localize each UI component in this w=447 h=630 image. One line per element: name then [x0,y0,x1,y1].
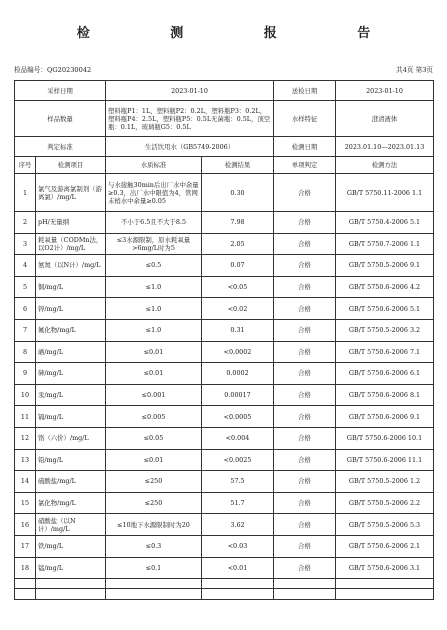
cell-result: <0.01 [202,557,274,579]
standard-row [15,137,434,157]
cell-no: 11 [15,406,36,428]
cell-no: 1 [15,174,36,212]
cell-result: <0.02 [202,298,274,320]
cell-method: GB/T 5750.5-2006 2.2 [336,492,434,514]
table-row [15,514,434,536]
header-judge: 单项判定 [274,157,336,174]
cell-item: 锰/mg/L [36,557,106,579]
table-row [15,471,434,493]
cell-no: 4 [15,255,36,277]
cell-std: ≤0.01 [106,363,202,385]
cell-judge: 合格 [274,557,336,579]
cell-result: 0.00017 [202,384,274,406]
cell-item: 铜/mg/L [36,276,106,298]
cell-std: ≤1.0 [106,298,202,320]
cell-no: 13 [15,449,36,471]
cell-no: 3 [15,233,36,255]
cell-judge: 合格 [274,514,336,536]
cell-item: 氯化物/mg/L [36,492,106,514]
table-row [15,319,434,341]
empty-cell [274,579,336,600]
cell-judge: 合格 [274,406,336,428]
cell-result: <0.0025 [202,449,274,471]
cell-item: 氯气及游离氯制剂（游离氯）/mg/L [36,174,106,212]
cell-method: GB/T 5750.6-2006 9.1 [336,406,434,428]
cell-std: ≤1.0 [106,276,202,298]
cell-no: 17 [15,535,36,557]
cell-judge: 合格 [274,363,336,385]
cell-judge: 合格 [274,255,336,277]
header-standard: 水质标准 [106,157,202,174]
cell-judge: 合格 [274,319,336,341]
cell-std: 不小于6.5且不大于8.5 [106,212,202,234]
cell-result: 51.7 [202,492,274,514]
cell-result: <0.05 [202,276,274,298]
cell-judge: 合格 [274,471,336,493]
cell-method: GB/T 5750.5-2006 5.3 [336,514,434,536]
test-date-label: 检测日期 [274,137,336,157]
test-date-value: 2023.01.10—2023.01.13 [336,137,434,157]
report-title: 检 测 报 告 [76,26,409,41]
cell-method: GB/T 5750.11-2006 1.1 [336,174,434,212]
cell-judge: 合格 [274,384,336,406]
table-row [15,449,434,471]
cell-result: 0.0002 [202,363,274,385]
table-row [15,535,434,557]
cell-result: 0.07 [202,255,274,277]
table-row [15,406,434,428]
water-feature-value: 澄清液体 [336,101,434,137]
table-row [15,298,434,320]
sampling-date-row [15,81,434,101]
standard-label: 判定标准 [15,137,106,157]
cell-judge: 合格 [274,492,336,514]
cell-judge: 合格 [274,427,336,449]
cell-std: ≤0.3 [106,535,202,557]
cell-item: 氟化物/mg/L [36,319,106,341]
cell-std: ≤3水源限制，原水耗氧量>6mg/L时为5 [106,233,202,255]
cell-item: pH/无量纲 [36,212,106,234]
table-row [15,341,434,363]
header-no: 序号 [15,157,36,174]
empty-cell [202,579,274,600]
cell-item: 耗氧量（CODMn法，以O2计）/mg/L [36,233,106,255]
table-row [15,233,434,255]
cell-no: 8 [15,341,36,363]
cell-method: GB/T 5750.4-2006 5.1 [336,212,434,234]
cell-std: ≤0.01 [106,341,202,363]
cell-item: 铅/mg/L [36,449,106,471]
cell-method: GB/T 5750.6-2006 4.2 [336,276,434,298]
cell-no: 9 [15,363,36,385]
cell-std: ≤10地下水源限制时为20 [106,514,202,536]
header-item: 检测项目 [36,157,106,174]
cell-result: 57.5 [202,471,274,493]
cell-judge: 合格 [274,535,336,557]
page-indicator: 共4页 第3页 [396,66,433,74]
table-row [15,427,434,449]
cell-judge: 合格 [274,212,336,234]
cell-no: 14 [15,471,36,493]
submit-date-label: 送检日期 [274,81,336,101]
cell-result: 0.30 [202,174,274,212]
header-result: 检测结果 [202,157,274,174]
cell-std: ≤0.5 [106,255,202,277]
report-meta [14,64,433,78]
cell-std: ≤0.001 [106,384,202,406]
sampling-date-label: 采样日期 [15,81,106,101]
table-row [15,212,434,234]
cell-method: GB/T 5750.5-2006 1.2 [336,471,434,493]
cell-method: GB/T 5750.5-2006 3.2 [336,319,434,341]
cell-item: 硫酸盐/mg/L [36,471,106,493]
sample-qty-value: 塑料瓶P1：1L，塑料瓶P2：0.2L，塑料瓶P3：0.2L，塑料瓶P4：2.5L，塑料瓶P5：0.5L无菌瓶：0.5L，顶空瓶：0.1L，玻璃瓶G5：0.5L [106,101,274,137]
cell-result: 0.31 [202,319,274,341]
sample-number [14,64,91,74]
sample-qty-row [15,101,434,137]
sample-number-label: 检品编号： [14,66,47,74]
empty-cell [106,579,202,600]
cell-judge: 合格 [274,298,336,320]
cell-item: 铬（六价）/mg/L [36,427,106,449]
cell-no: 12 [15,427,36,449]
table-bottom-rule [14,588,433,589]
cell-no: 10 [15,384,36,406]
cell-item: 砷/mg/L [36,363,106,385]
cell-std: 与水接触30min后出厂水中余量≥0.3，出厂水中限值为4，管网末梢水中余量≥0.05 [106,174,202,212]
cell-judge: 合格 [274,233,336,255]
sampling-date-value: 2023-01-10 [106,81,274,101]
cell-std: ≤0.05 [106,427,202,449]
table-row [15,255,434,277]
cell-method: GB/T 5750.6-2006 2.1 [336,535,434,557]
cell-result: <0.03 [202,535,274,557]
cell-method: GB/T 5750.6-2006 3.1 [336,557,434,579]
column-header-row [15,157,434,174]
table-row [15,363,434,385]
cell-judge: 合格 [274,449,336,471]
cell-method: GB/T 5750.6-2006 7.1 [336,341,434,363]
cell-judge: 合格 [274,276,336,298]
cell-method: GB/T 5750.6-2006 11.1 [336,449,434,471]
cell-no: 18 [15,557,36,579]
cell-no: 6 [15,298,36,320]
cell-method: GB/T 5750.5-2006 9.1 [336,255,434,277]
cell-std: ≤0.01 [106,449,202,471]
cell-std: ≤250 [106,471,202,493]
sample-qty-label: 样品数量 [15,101,106,137]
sample-number-value: QG20230042 [46,66,92,74]
cell-no: 16 [15,514,36,536]
cell-method: GB/T 5750.6-2006 8.1 [336,384,434,406]
cell-judge: 合格 [274,174,336,212]
cell-item: 锌/mg/L [36,298,106,320]
cell-item: 镉/mg/L [36,406,106,428]
cell-item: 硝酸盐（以N计）/mg/L [36,514,106,536]
cell-no: 15 [15,492,36,514]
cell-no: 2 [15,212,36,234]
standard-value: 生活饮用水（GB5749-2006） [106,137,274,157]
empty-cell [36,579,106,600]
cell-method: GB/T 5750.6-2006 5.1 [336,298,434,320]
cell-result: 3.62 [202,514,274,536]
report-table [14,80,434,600]
table-row [15,557,434,579]
empty-row [15,579,434,600]
cell-std: ≤250 [106,492,202,514]
empty-cell [336,579,434,600]
cell-method: GB/T 5750.7-2006 1.1 [336,233,434,255]
cell-std: ≤1.0 [106,319,202,341]
table-row [15,276,434,298]
empty-cell [15,579,36,600]
cell-item: 硒/mg/L [36,341,106,363]
cell-no: 7 [15,319,36,341]
cell-result: <0.0005 [202,406,274,428]
table-row [15,174,434,212]
cell-judge: 合格 [274,341,336,363]
submit-date-value: 2023-01-10 [336,81,434,101]
water-feature-label: 水样特征 [274,101,336,137]
cell-result: <0.0002 [202,341,274,363]
cell-result: 2.05 [202,233,274,255]
cell-item: 铁/mg/L [36,535,106,557]
cell-item: 氨氮（以N计）/mg/L [36,255,106,277]
cell-std: ≤0.1 [106,557,202,579]
cell-std: ≤0.005 [106,406,202,428]
cell-method: GB/T 5750.6-2006 6.1 [336,363,434,385]
header-method: 检测方法 [336,157,434,174]
table-row [15,384,434,406]
table-row [15,492,434,514]
cell-result: <0.004 [202,427,274,449]
cell-item: 汞/mg/L [36,384,106,406]
cell-method: GB/T 5750.6-2006 10.1 [336,427,434,449]
cell-result: 7.98 [202,212,274,234]
cell-no: 5 [15,276,36,298]
